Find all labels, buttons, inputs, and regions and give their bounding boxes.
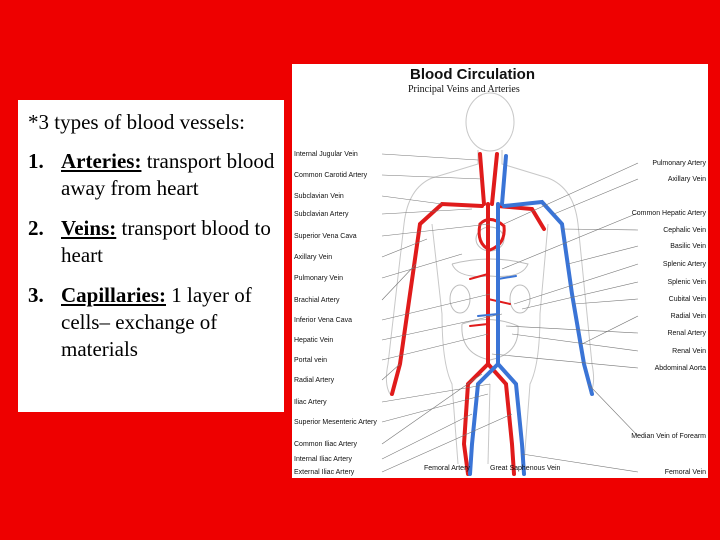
list-item-capillaries xyxy=(28,282,276,363)
item-number: 1. xyxy=(28,149,44,173)
left-label: Internal Iliac Artery xyxy=(294,456,352,463)
leader-line xyxy=(506,326,638,333)
leader-line xyxy=(382,254,462,278)
left-label: Axillary Vein xyxy=(294,254,333,261)
left-label: Superior Vena Cava xyxy=(294,233,357,240)
leader-line xyxy=(554,179,638,214)
circulation-diagram-svg xyxy=(292,64,708,478)
item-number: 2. xyxy=(28,216,44,240)
leader-line xyxy=(382,209,472,214)
right-label: Abdominal Aorta xyxy=(654,365,706,372)
item-term: Veins: xyxy=(61,216,117,240)
leader-line xyxy=(582,316,638,344)
leader-line xyxy=(562,229,638,230)
leader-line xyxy=(568,246,638,264)
text-box xyxy=(18,100,284,412)
right-label: Axillary Vein xyxy=(667,176,706,183)
right-label: Cephalic Vein xyxy=(663,227,706,234)
item-number: 3. xyxy=(28,283,44,307)
left-labels xyxy=(294,151,512,476)
item-text: 1 layer of cells– exchange of materials xyxy=(61,283,252,361)
diagram-title: Blood Circulation xyxy=(410,66,535,83)
left-label: Common Carotid Artery xyxy=(294,172,368,179)
right-label: Pulmonary Artery xyxy=(652,160,706,167)
leader-line xyxy=(382,334,488,360)
bottom-labels xyxy=(424,465,561,472)
leader-line xyxy=(382,239,427,257)
left-label: Superior Mesenteric Artery xyxy=(294,419,377,426)
left-label: Portal vein xyxy=(294,357,328,364)
left-label: Pulmonary Vein xyxy=(294,275,344,282)
item-text: transport blood away from heart xyxy=(61,149,275,200)
leader-line xyxy=(382,394,488,422)
leader-line xyxy=(382,294,490,320)
right-label: Radial Vein xyxy=(670,313,706,320)
leader-line xyxy=(512,334,638,351)
diagram-subtitle: Principal Veins and Arteries xyxy=(408,84,520,95)
leader-line xyxy=(574,299,638,304)
right-label: Median Vein of Forearm xyxy=(631,433,706,440)
item-term: Arteries: xyxy=(61,149,142,173)
left-label: Internal Jugular Vein xyxy=(294,151,358,158)
right-label: Cubital Vein xyxy=(668,296,706,303)
list-item-arteries xyxy=(28,148,276,202)
bottom-label: Femoral Artery xyxy=(424,465,470,472)
item-text: transport blood to heart xyxy=(61,216,271,267)
leader-line xyxy=(504,163,638,224)
right-label: Femoral Vein xyxy=(664,469,706,476)
left-label: Common Iliac Artery xyxy=(294,441,358,448)
leader-line xyxy=(382,224,490,236)
left-label: External Iliac Artery xyxy=(294,469,355,476)
left-label: Radial Artery xyxy=(294,377,335,384)
circulation-diagram xyxy=(292,64,708,478)
left-label: Subclavian Artery xyxy=(294,211,349,218)
right-label: Basilic Vein xyxy=(670,243,706,250)
leader-line xyxy=(514,264,638,304)
heart-path xyxy=(479,219,504,250)
left-label: Hepatic Vein xyxy=(294,337,334,344)
item-term: Capillaries: xyxy=(61,283,166,307)
leader-line xyxy=(382,414,512,472)
right-label: Common Hepatic Artery xyxy=(631,210,706,217)
left-label: Brachial Artery xyxy=(294,297,340,304)
leader-line xyxy=(382,384,490,402)
leader-line xyxy=(492,354,638,368)
bottom-label: Great Saphenous Vein xyxy=(490,465,561,472)
leader-line xyxy=(382,154,478,160)
intro-text: *3 types of blood vessels: xyxy=(28,110,245,134)
carotid-artery-path xyxy=(480,154,497,204)
right-label: Splenic Vein xyxy=(667,279,706,286)
left-label: Inferior Vena Cava xyxy=(294,317,352,324)
jugular-vein-path xyxy=(502,156,506,204)
left-label: Subclavian Vein xyxy=(294,193,344,200)
right-label: Renal Artery xyxy=(667,330,706,337)
right-label: Splenic Artery xyxy=(662,261,706,268)
left-label: Iliac Artery xyxy=(294,399,327,406)
right-label: Renal Vein xyxy=(672,348,706,355)
list-item-veins xyxy=(28,215,276,269)
leader-line xyxy=(502,213,638,269)
leader-line xyxy=(588,384,638,436)
